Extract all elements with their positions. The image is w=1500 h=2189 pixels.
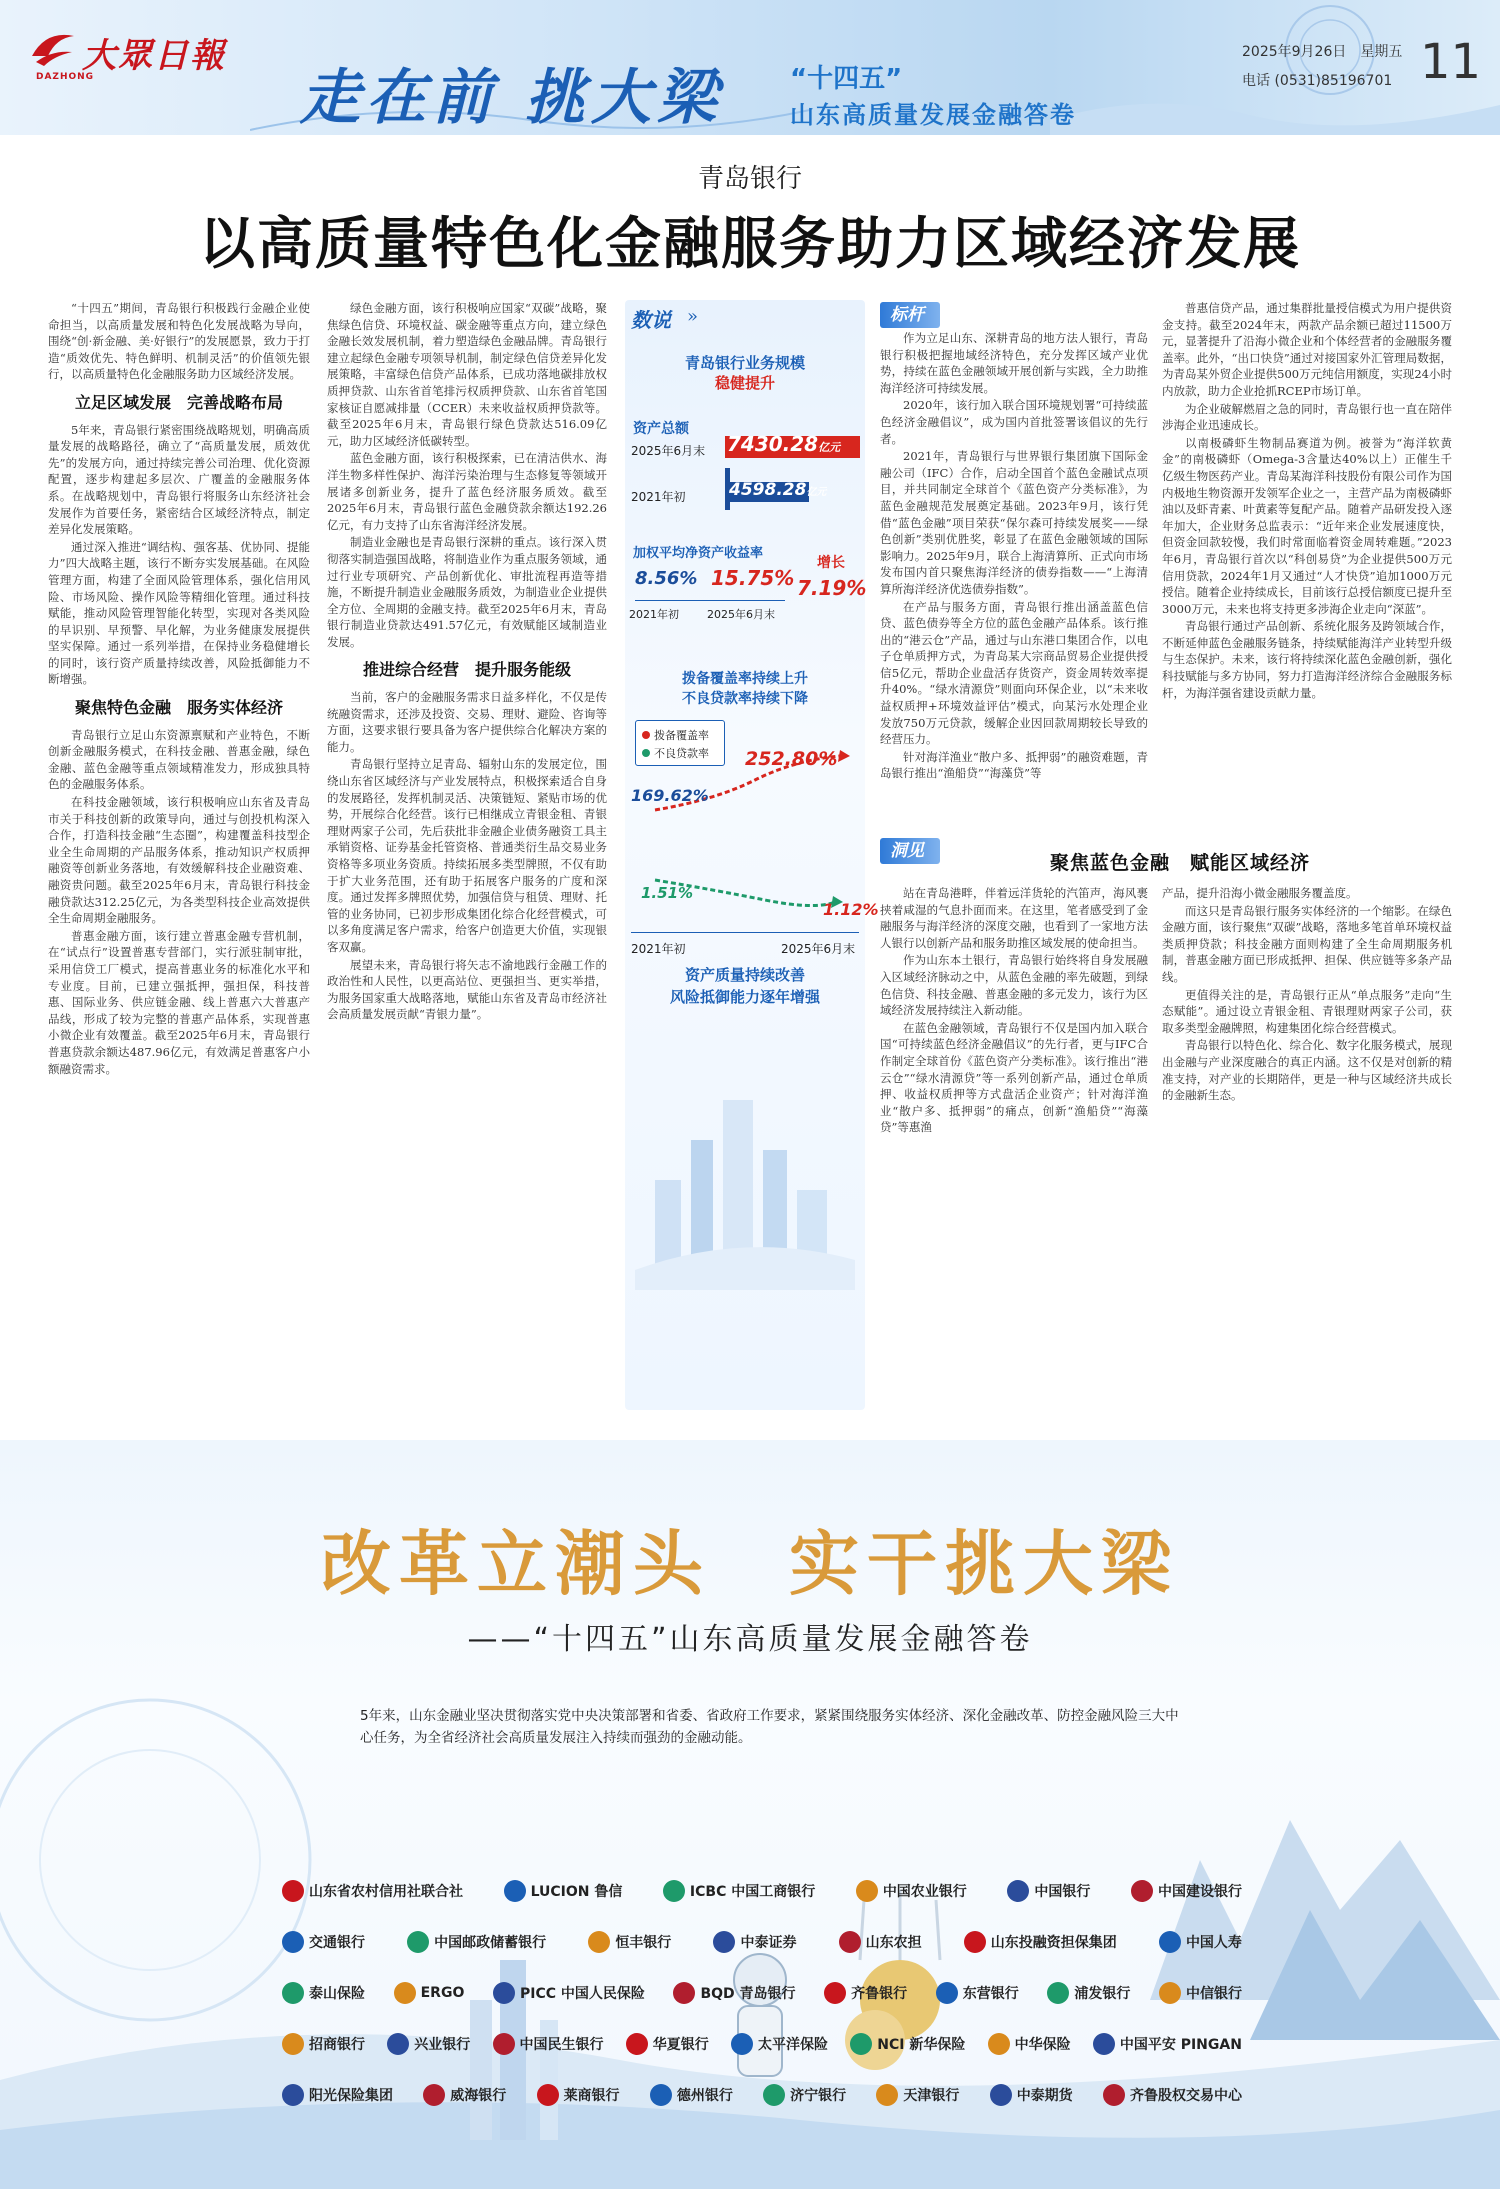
- body-paragraph: 在科技金融领域，该行积极响应山东省及青岛市关于科技创新的政策导向，通过与创投机构深入合作，打造科技金融“生态圈”，构建覆盖科技型企业全生命周期的产品服务体系，推动知识产权质押融资等创新业务落地，有效缓解科技企业融资难、融资贵问题。截至2025年6月末，青岛银行科技金融贷款达312.25亿元，为各类型科技企业高效提供全生命周期金融服务。: [48, 795, 310, 926]
- coverage-value-2025: 252.80%: [745, 748, 838, 770]
- body-paragraph: 更值得关注的是，青岛银行正从“单点服务”走向“生态赋能”。通过设立青银金租、青银理财两家子公司，获取多类型金融牌照，构建集团化综合经营模式。: [1162, 987, 1452, 1035]
- institution-mark-icon: [1159, 1931, 1181, 1953]
- institution-mark-icon: [387, 2033, 409, 2055]
- institution-name: PICC 中国人民保险: [519, 1986, 645, 2002]
- institution-mark-icon: [936, 1982, 958, 2004]
- institution-name: 中国平安 PINGAN: [1119, 2037, 1242, 2053]
- institution-name: 中信银行: [1186, 1986, 1242, 2002]
- institution-name: 中国农业银行: [882, 1884, 967, 1900]
- newspaper-name-en: DAZHONG: [36, 72, 95, 82]
- institution-name: 济宁银行: [790, 2088, 847, 2104]
- institution-name: NCI 新华保险: [877, 2037, 966, 2053]
- body-paragraph: 普惠金融方面，该行建立普惠金融专营机制，在“试点行”设置普惠专营部门，实行派驻制审批，采用信贷工厂模式，提高普惠业务的标准化水平和专业度。目前，已建立强抵押，强担保，科技普惠、国际业务、供应链金融、线上普惠六大普惠产品线，形成了较为完整的普惠产品体系，实现普惠小微企业有效覆盖。截至2025年6月末，青岛银行普惠贷款余额达487.96亿元，有效满足普惠客户小额融资需求。: [48, 928, 310, 1076]
- institution-name: 威海银行: [450, 2088, 507, 2104]
- institution-name: 泰山保险: [309, 1986, 365, 2002]
- institution-logo: [537, 2084, 620, 2106]
- institution-mark-icon: [282, 1931, 304, 1953]
- provision-x-label-2021: 2021年初: [631, 942, 686, 956]
- institution-mark-icon: [990, 2084, 1012, 2106]
- body-paragraph: 在产品与服务方面，青岛银行推出涵盖蓝色信贷、蓝色债券等全方位的蓝色金融产品体系。该行推出的“港云仓”产品，通过与山东港口集团合作，以电子仓单质押方式，为青岛某大宗商品贸易企业提供授信5亿元，帮助企业盘活存货资产，资金周转效率提升40%。“绿水清源贷”则面向环保企业，以“未来收益权质押+环境效益评估”模式，向某污水处理企业发放750万元贷款，缓解企业因回款周期较长导致的经营压力。: [880, 599, 1148, 747]
- intro-paragraph: “十四五”期间，青岛银行积极践行金融企业使命担当，以高质量发展和特色化发展战略为导向，围绕“创·新金融、美·好银行”的发展愿景，致力于打造“质效优先、特色鲜明、机制灵活”的价值领先银行，以高质量特色化金融服务助力区域经济发展。: [48, 301, 310, 382]
- institution-logo: [990, 2084, 1073, 2106]
- assets-value-2021: 4598.28亿元: [729, 480, 827, 500]
- infographic-bottom-line-1: 资产质量持续改善: [684, 966, 805, 984]
- roe-x-label-2025: 2025年6月末: [707, 608, 775, 621]
- institution-mark-icon: [1007, 1880, 1029, 1902]
- institution-logo: [876, 2084, 959, 2106]
- section-heading: 推进综合经营 提升服务能级: [362, 660, 571, 680]
- institution-logo: [387, 2033, 470, 2055]
- institution-logo: [824, 1982, 907, 2004]
- insight-column-1: [880, 885, 1148, 1410]
- institution-mark-icon: [493, 1982, 515, 2004]
- institution-logo: [1159, 1931, 1242, 1953]
- institution-logo: [1159, 1982, 1242, 2004]
- section-tag-benchmark: [880, 300, 940, 325]
- body-paragraph: 制造业金融也是青岛银行深耕的重点。该行深入贯彻落实制造强国战略，将制造业作为重点服务领域，通过行业专项研究、产品创新优化、审批流程再造等措施，不断提升制造业金融服务质效，为制造业企业提供全方位、全周期的金融支持。截至2025年6月末，青岛银行制造业贷款达491.57亿元，有效赋能区域制造业发展。: [327, 535, 607, 649]
- body-paragraph: 青岛银行通过产品创新、系统化服务及跨领域合作，不断延伸蓝色金融服务链条，持续赋能海洋产业转型升级与生态保护。未来，该行将持续深化蓝色金融创新，强化科技赋能与多方协同，努力打造海洋经济综合金融服务标杆，为海洋强省建设贡献力量。: [1162, 619, 1452, 700]
- institution-logo: [673, 1982, 795, 2004]
- institution-name: 德州银行: [676, 2088, 733, 2104]
- body-paragraph: 青岛银行立足山东资源禀赋和产业特色，不断创新金融服务模式，在科技金融、普惠金融，绿色金融、蓝色金融等重点领域精准发力，形成独具特色的金融服务体系。: [48, 727, 310, 792]
- institution-name: 天津银行: [903, 2088, 960, 2104]
- institution-mark-icon: [423, 2084, 445, 2106]
- body-paragraph: 作为山东本土银行，青岛银行始终将自身发展融入区域经济脉动之中，从蓝色金融的率先破题，到绿色信贷、科技金融、普惠金融的多元发力，该行为区域经济发展持续注入新动能。: [880, 953, 1148, 1018]
- body-paragraph: 5年来，青岛银行紧密围绕战略规划，明确高质量发展的战略路径，确立了“高质量发展，质效优先”的发展方向，通过持续完善公司治理、优化资源配置，逐步构建起多层次、广覆盖的金融服务体系。在战略规划中，青岛银行将服务山东经济社会发展作为首要任务，紧密结合区域经济特点，制定差异化发展策略。: [48, 422, 310, 537]
- page-number: 11: [1420, 34, 1482, 90]
- logo-row: [282, 2033, 1242, 2055]
- body-paragraph: 青岛银行以特色化、综合化、数字化服务模式，展现出金融与产业深度融合的真正内涵。这不仅是对创新的精准支持，对产业的长期陪伴，更是一种与区域经济共成长的金融新生态。: [1162, 1038, 1452, 1103]
- institution-logo: [1047, 1982, 1130, 2004]
- institution-mark-icon: [856, 1880, 878, 1902]
- institution-mark-icon: [588, 1931, 610, 1953]
- institution-mark-icon: [282, 1880, 304, 1902]
- article-column-1: [48, 300, 310, 1410]
- institution-mark-icon: [839, 1931, 861, 1953]
- institution-logo: [856, 1880, 967, 1902]
- institution-name: 中华保险: [1014, 2037, 1071, 2053]
- institution-name: 太平洋保险: [758, 2037, 828, 2053]
- assets-value-2025: 7430.28亿元: [727, 432, 841, 456]
- institution-logo: [839, 1931, 922, 1953]
- article-headline: 以高质量特色化金融服务助力区域经济发展: [199, 212, 1301, 277]
- institution-mark-icon: [673, 1982, 695, 2004]
- institution-logo: [713, 1931, 796, 1953]
- body-paragraph: 而这只是青岛银行服务实体经济的一个缩影。在绿色金融方面，该行聚焦“双碳”战略，落地多笔首单环境权益类质押贷款；科技金融方面则构建了全生命周期服务机制，普惠金融方面已形成抵押、担保、供应链等多条产品线。: [1162, 903, 1452, 984]
- institution-name: 中国民生银行: [519, 2037, 604, 2053]
- legend-coverage: 拨备覆盖率: [654, 729, 709, 742]
- institution-name: 交通银行: [309, 1935, 365, 1951]
- institution-mark-icon: [1159, 1982, 1181, 2004]
- article-column-4: [880, 330, 1148, 895]
- institution-name: ERGO: [420, 1985, 465, 2001]
- infographic-bottom-line-2: 风险抵御能力逐年增强: [669, 988, 820, 1006]
- institution-mark-icon: [407, 1931, 429, 1953]
- institution-logo: [1007, 1880, 1090, 1902]
- benchmark-tag: 标杆: [880, 302, 940, 328]
- institution-logo: [1131, 1880, 1242, 1902]
- institution-name: 中国建设银行: [1157, 1884, 1242, 1900]
- infographic-tag: 数说: [631, 308, 671, 332]
- institution-name: 齐鲁股权交易中心: [1129, 2088, 1242, 2104]
- institution-logo: [964, 1931, 1117, 1953]
- legend-npl: 不良贷款率: [654, 747, 709, 760]
- roe-value-2025: 15.75%: [711, 566, 795, 590]
- institution-name: ICBC 中国工商银行: [689, 1884, 816, 1900]
- body-paragraph: 蓝色金融方面，该行积极探索，已在清洁供水、海洋生物多样性保护、海洋污染治理与生态修复等领域开展诸多创新业务，提升了蓝色经济服务质效。截至2025年6月末，青岛银行蓝色金融贷款余额达192.26亿元，有力支持了山东省海洋经济发展。: [327, 451, 607, 532]
- newspaper-logo-icon: [28, 26, 78, 68]
- institution-name: 山东投融资担保集团: [990, 1935, 1117, 1951]
- institution-mark-icon: [1103, 2084, 1125, 2106]
- body-paragraph: 产品，提升沿海小微金融服务覆盖度。: [1162, 886, 1358, 900]
- infographic-panel: [625, 300, 879, 1410]
- provision-axis: [631, 932, 859, 933]
- institution-logo: [650, 2084, 733, 2106]
- section-tag-insight: [880, 836, 940, 861]
- institution-name: 招商银行: [309, 2037, 365, 2053]
- institution-logo: [626, 2033, 709, 2055]
- institution-name: 山东农担: [865, 1935, 922, 1951]
- institution-name: 恒丰银行: [615, 1935, 672, 1951]
- body-paragraph: 以南极磷虾生物制品赛道为例。被誉为“海洋软黄金”的南极磷虾（Omega-3含量达40%以上）正催生千亿级生物医药产业。青岛某海洋科技股份有限公司作为国内极地生物资源开发领军企业之一，主营产品为南极磷虾油以及虾青素、叶黄素等复配产品。随着产品研发投入逐年加大，企业财务总监表示：“近年来企业发展速度快，但资金回款较慢，我们时常面临着资金周转难题。”2023年6月，青岛银行首次以“科创易贷”为企业提供500万元信用贷款，2024年1月又通过“人才快贷”追加1000万元授信。随着企业持续成长，目前该行总授信额度已提升至3000万元，未来也将支持更多涉海企业走向“深蓝”。: [1162, 435, 1452, 616]
- insight-tag: 洞见: [880, 838, 940, 864]
- body-paragraph: 2021年，青岛银行与世界银行集团旗下国际金融公司（IFC）合作，启动全国首个蓝色金融试点项目，并共同制定全球首个《蓝色资产分类标准》，为蓝色金融规范发展奠定基础。2023年9月，该行凭借“蓝色金融”项目荣获“保尔森可持续发展奖——绿色创新”类别优胜奖，彰显了在蓝色金融领域的国际影响力。2025年9月，联合上海清算所、正式向市场发布国内首只聚焦海洋经济的债券指数——“上海清算所海洋经济优选债券指数”。: [880, 449, 1148, 596]
- coverage-value-2021: 169.62%: [631, 786, 709, 805]
- roe-x-label-2021: 2021年初: [629, 608, 679, 621]
- institution-name: 齐鲁银行: [851, 1986, 908, 2002]
- city-skyline-illustration: [635, 1030, 855, 1290]
- series-subtitle: 山东高质量发展金融答卷: [790, 101, 1076, 129]
- body-paragraph: 通过深入推进“调结构、强客基、优协同、提能力”四大战略主题，该行不断夯实发展基础。在风险管理方面，构建了全面风险管理体系，强化信用风险、市场风险、操作风险等精细化管理。通过科技赋能，推动风险管理智能化转型，实现对各类风险的早识别、早预警、早化解，为业务健康发展提供坚实保障。通过一系列举措，在保持业务稳健增长的同时，该行资产质量持续改善，风险抵御能力不断增强。: [48, 539, 310, 687]
- institution-logo: [763, 2084, 846, 2106]
- institution-name: LUCION 鲁信: [530, 1884, 623, 1900]
- article-column-5: [1162, 300, 1452, 840]
- institution-mark-icon: [626, 2033, 648, 2055]
- institution-name: 中国邮政储蓄银行: [434, 1935, 547, 1951]
- body-paragraph: 针对海洋渔业“散户多、抵押弱”的融资难题，青岛银行推出“渔船贷”“海藻贷”等: [880, 749, 1148, 781]
- logo-row: [282, 1880, 1242, 1902]
- body-paragraph: 为企业破解燃眉之急的同时，青岛银行也一直在陪伴涉海企业迅速成长。: [1162, 401, 1452, 433]
- body-paragraph: 当前，客户的金融服务需求日益多样化，不仅是传统融资需求，还涉及投资、交易、理财、避险、咨询等方面，这要求银行要具备为客户提供综合化解决方案的能力。: [327, 690, 607, 754]
- institution-logo: [282, 1982, 365, 2004]
- institution-logo: [493, 2033, 604, 2055]
- body-paragraph: 普惠信贷产品，通过集群批量授信模式为用户提供资金支持。截至2024年末，两款产品余额已超过11500万元，显著提升了沿海小微企业和个体经营者的金融服务覆盖率。此外，“出口快贷”通过对接国家外汇管理局数据，为青岛某外贸企业提供500万元纯信用额度，实现24小时内放款，助力企业抢抓RCEP市场订单。: [1162, 301, 1452, 398]
- institution-mark-icon: [1093, 2033, 1115, 2055]
- institution-mark-icon: [282, 1982, 304, 2004]
- body-paragraph: 在蓝色金融领域，青岛银行不仅是国内加入联合国“可持续蓝色经济金融倡议”的先行者，更与IFC合作制定全球首份《蓝色资产分类标准》。该行推出“港云仓”“绿水清源贷”等一系列创新产品，通过仓单质押、收益权质押等方式盘活企业资产；针对海洋渔业“散户多、抵押弱”的痛点，创新“渔船贷”“海藻贷”等惠渔: [880, 1020, 1148, 1135]
- institution-logo: [1093, 2033, 1242, 2055]
- publication-phone: 电话 (0531)85196701: [1242, 73, 1393, 89]
- institution-mark-icon: [663, 1880, 685, 1902]
- institution-name: 浦发银行: [1074, 1986, 1131, 2002]
- institution-mark-icon: [504, 1880, 526, 1902]
- institution-name: 中泰期货: [1016, 2088, 1073, 2104]
- body-paragraph: 绿色金融方面，该行积极响应国家“双碳”战略，聚焦绿色信贷、环境权益、碳金融等重点方向，建立绿色金融长效发展机制，着力塑造绿色金融品牌。青岛银行建立起绿色金融专项领导机制，制定绿色信贷差异化发展策略，丰富绿色信贷产品体系，已成功落地碳排放权质押贷款、山东省首笔排污权质押贷款、山东省首笔国家核证自愿减排量（CCER）未来收益权质押贷款等。截至2025年6月末，青岛银行绿色贷款达516.09亿元，助力区域经济低碳转型。: [327, 301, 607, 448]
- body-paragraph: 作为立足山东、深耕青岛的地方法人银行，青岛银行积极把握地域经济特色，充分发挥区域产业优势，持续在蓝色金融领域开展创新与实践，全力助推海洋经济可持续发展。: [880, 331, 1148, 395]
- body-paragraph: 2020年，该行加入联合国环境规划署“可持续蓝色经济金融倡议”，成为国内首批签署该倡议的先行者。: [880, 398, 1148, 446]
- roe-axis: [635, 600, 785, 601]
- institution-logo: [282, 1931, 365, 1953]
- article-kicker: 青岛银行: [697, 164, 802, 194]
- institution-name: 华夏银行: [652, 2037, 709, 2053]
- assets-label: 资产总额: [633, 421, 689, 437]
- institution-name: 兴业银行: [414, 2037, 471, 2053]
- institution-mark-icon: [394, 1982, 416, 2004]
- institution-mark-icon: [763, 2084, 785, 2106]
- institution-mark-icon: [850, 2033, 872, 2055]
- institution-mark-icon: [988, 2033, 1010, 2055]
- article-column-2: [327, 300, 607, 1410]
- section-heading: 聚焦特色金融 服务实体经济: [74, 698, 283, 718]
- npl-value-2021: 1.51%: [641, 884, 694, 902]
- infographic-title: 青岛银行业务规模: [684, 354, 805, 372]
- institution-name: 莱商银行: [563, 2088, 620, 2104]
- institution-mark-icon: [713, 1931, 735, 1953]
- institution-mark-icon: [282, 2033, 304, 2055]
- institution-mark-icon: [964, 1931, 986, 1953]
- institution-mark-icon: [731, 2033, 753, 2055]
- ad-title: 改革立潮头 实干挑大梁: [321, 1522, 1179, 1605]
- institution-mark-icon: [650, 2084, 672, 2106]
- infographic-title-highlight: 稳健提升: [714, 374, 775, 392]
- institution-name: 东营银行: [962, 1986, 1019, 2002]
- institution-mark-icon: [1047, 1982, 1069, 2004]
- roe-value-2021: 8.56%: [635, 568, 698, 589]
- logo-row: [282, 1982, 1242, 2004]
- institution-mark-icon: [282, 2084, 304, 2106]
- institution-logo: [423, 2084, 506, 2106]
- year-label-2025: 2025年6月末: [631, 444, 706, 458]
- body-paragraph: 青岛银行坚持立足青岛、辐射山东的发展定位，围绕山东省区域经济与产业发展特点，积极探索适合自身的发展路径，发挥机制灵活、决策链短、紧贴市场的优势，开展综合化经营。该行已相继成立青银金租、青银理财两家子公司，先后获批非金融企业债务融资工具主承销资格、证券基金托管资格、普通类衍生品交易业务资格等多项业务资质。持续拓展多类型牌照，不仅有助于扩大业务范围，还有助于拓展客户服务的广度和深度。通过发挥多牌照优势，加强信贷与租赁、理财、托管的业务协同，已初步形成集团化综合化经营模式，可以多角度满足客户需求，给客户创造更大价值，实现银客双赢。: [327, 757, 607, 954]
- masthead-slogan: 走在前 挑大梁: [300, 63, 723, 133]
- chevron-right-icon: »: [687, 306, 699, 327]
- institution-name: 阳光保险集团: [309, 2088, 393, 2104]
- body-paragraph: 展望未来，青岛银行将矢志不渝地践行金融工作的政治性和人民性，以更高站位、更强担当、更实举措，为服务国家重大战略落地，赋能山东省及青岛市经济社会高质量发展贡献“青银力量”。: [327, 957, 607, 1022]
- institution-logo: [282, 2084, 393, 2106]
- institution-name: 中国银行: [1034, 1884, 1091, 1900]
- institution-logo: [663, 1880, 815, 1902]
- institution-name: 中国人寿: [1185, 1935, 1242, 1951]
- body-paragraph: 站在青岛港畔，伴着远洋货轮的汽笛声，海风裹挟着咸湿的气息扑面而来。在这里，笔者感受到了金融服务与海洋经济的深度交融，也看到了一家地方法人银行以创新产品和服务助推区域发展的使命担当。: [880, 886, 1148, 950]
- npl-title: 不良贷款率持续下降: [682, 691, 808, 707]
- institution-name: 山东省农村信用社联合社: [309, 1884, 463, 1900]
- institution-logo: [731, 2033, 828, 2055]
- institution-logo: [282, 1880, 463, 1902]
- institution-logo: [988, 2033, 1071, 2055]
- institution-mark-icon: [537, 2084, 559, 2106]
- ad-subtitle: ——“十四五”山东高质量发展金融答卷: [467, 1622, 1033, 1657]
- legend-dot-coverage: [642, 731, 650, 739]
- logo-row: [282, 1931, 1242, 1953]
- institution-logo: [936, 1982, 1019, 2004]
- institution-logo: [493, 1982, 645, 2004]
- institution-logo: [850, 2033, 965, 2055]
- section-heading: 立足区域发展 完善战略布局: [74, 392, 283, 412]
- institution-logo: [394, 1982, 465, 2004]
- institution-logo: [282, 2033, 365, 2055]
- ad-body-text: 5年来，山东金融业坚决贯彻落实党中央决策部署和省委、省政府工作要求，紧紧围绕服务实体经济、深化金融改革、防控金融风险三大中心任务，为全省经济社会高质量发展注入持续而强劲的金融动能。: [360, 1708, 1179, 1746]
- institution-name: 中泰证券: [740, 1935, 797, 1951]
- logo-row: [282, 2084, 1242, 2106]
- series-label: “十四五”: [790, 64, 903, 94]
- institution-mark-icon: [824, 1982, 846, 2004]
- year-label-2021: 2021年初: [631, 490, 686, 504]
- provision-title: 拨备覆盖率持续上升: [682, 671, 808, 687]
- growth-label: 增长: [817, 555, 845, 571]
- institution-name: BQD 青岛银行: [700, 1986, 796, 2002]
- institution-logo: [407, 1931, 546, 1953]
- institution-logo: [588, 1931, 671, 1953]
- provision-x-label-2025: 2025年6月末: [781, 942, 856, 956]
- institution-logo: [1103, 2084, 1242, 2106]
- growth-value: 7.19%: [797, 576, 867, 600]
- npl-value-2025: 1.12%: [823, 900, 879, 919]
- institution-logo: [504, 1880, 623, 1902]
- newspaper-name: 大眾日報: [82, 36, 226, 76]
- insight-heading: 聚焦蓝色金融 赋能区域经济: [1050, 852, 1311, 874]
- publication-date: 2025年9月26日 星期五: [1242, 44, 1403, 60]
- institution-mark-icon: [493, 2033, 515, 2055]
- institution-mark-icon: [1131, 1880, 1153, 1902]
- roe-title: 加权平均净资产收益率: [633, 546, 764, 561]
- insight-column-2: [1162, 885, 1452, 1410]
- institution-mark-icon: [876, 2084, 898, 2106]
